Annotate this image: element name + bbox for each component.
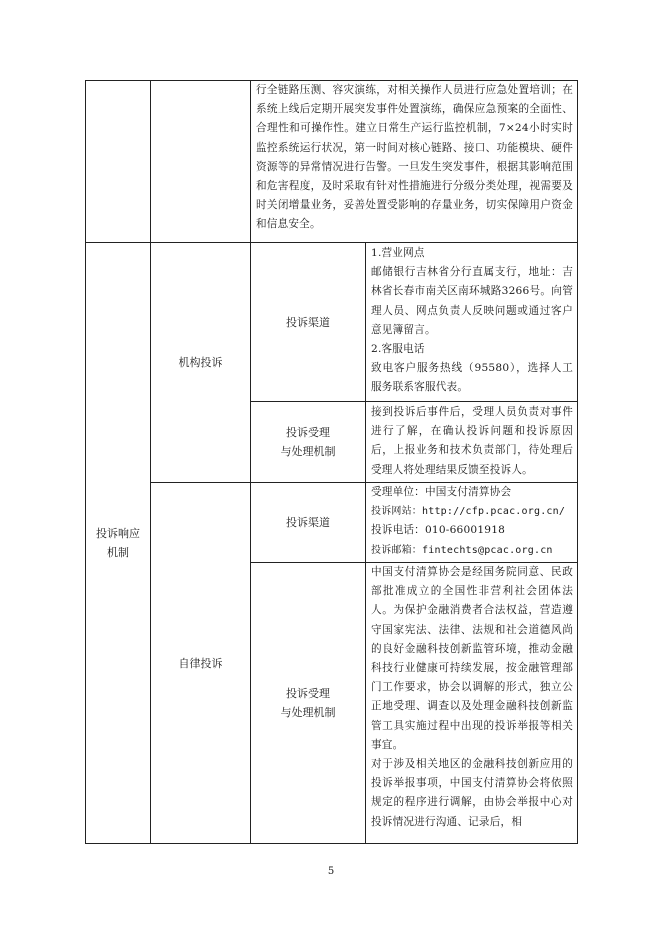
handling-paragraph: 对于涉及相关地区的金融科技创新应用的投诉举报事项，中国支付清算协会将依照规定的程序进行调解，由协会举报中心对投诉情况进行沟通、记录后，相: [371, 758, 573, 828]
table-border-right: [577, 80, 578, 844]
institution-handling-label-line2: 与处理机制: [280, 445, 336, 458]
table-border-bottom: [85, 843, 578, 844]
institution-handling-text: 接到投诉后事件后，受理人员负责对事件进行了解，在确认投诉问题和投诉原因后，上报业务和技术负责部门，待处理后受理人将处理结果反馈至投诉人。: [371, 406, 573, 476]
channel-item-heading: 1.营业网点: [371, 247, 425, 259]
channel-item-heading: 2.客服电话: [371, 343, 425, 356]
self-regulatory-channel-label: [251, 483, 365, 562]
handling-paragraph: 中国支付清算协会是经国务院同意、民政部批准成立的全国性非营利社会团体法人。为保护金融消费者合法权益，营造遵守国家宪法、法律、法规和社会道德风尚的良好金融科技创新监管环境，推动金融科技行业健康可持续发展，按金融管理部门工作要求，协会以调解的形式，独立公正地受理、调查以及处理金融科技创新监管工具实施过程中出现的投诉举报等相关事宜。: [371, 566, 573, 751]
institution-complaint-label-text: 机构投诉: [178, 356, 223, 369]
section-label-line1: 投诉响应: [96, 527, 140, 540]
institution-handling-label: [251, 402, 365, 482]
institution-complaint-label: [151, 243, 250, 482]
institution-channel-content: [371, 244, 573, 398]
complaint-organization: 受理单位：中国支付清算协会: [371, 486, 512, 498]
channel-item-detail: 邮储银行吉林省分行直属支行，地址：吉林省长春市南关区南环城路3266号。向管理人员、网点负责人反映问题或通过客户意见簿留言。: [371, 266, 573, 336]
self-regulatory-channel-content: [371, 483, 575, 560]
complaint-phone: 投诉电话：010-66001918: [371, 524, 506, 537]
institution-channel-label-text: 投诉渠道: [286, 315, 330, 329]
channel-item-detail: 致电客户服务热线（95580），选择人工服务联系客服代表。: [371, 362, 573, 394]
self-regulatory-handling-content: [371, 563, 573, 843]
complaint-email: 投诉邮箱：fintechts@pcac.org.cn: [371, 544, 553, 556]
self-regulatory-handling-label-line2: 与处理机制: [280, 706, 336, 719]
self-regulatory-handling-label-line1: 投诉受理: [286, 687, 330, 700]
section-label-line2: 机制: [107, 546, 129, 559]
self-regulatory-complaint-label-text: 自律投诉: [178, 656, 223, 670]
top-cell-text: 行全链路压测、容灾演练，对相关操作人员进行应急处置培训；在系统上线后定期开展突发事件处置演练，确保应急预案的全面性、合理性和可操作性。建立日常生产运行监控机制，7×24小时实时监控系统运行状况，第一时间对核心链路、接口、功能模块、硬件资源等的异常情况进行告警。一旦发生突发事件，根据其影响范围和危害程度，及时采取有针对性措施进行分级分类处理，视需要及时关闭增量业务，妥善处置受影响的存量业务，切实保障用户资金和信息安全。: [256, 84, 573, 231]
page-number: 5: [327, 866, 335, 877]
self-regulatory-complaint-label: [151, 483, 250, 843]
self-regulatory-handling-label: [251, 563, 365, 843]
institution-handling-label-line1: 投诉受理: [286, 426, 330, 439]
self-regulatory-channel-label-text: 投诉渠道: [286, 516, 330, 529]
table-divider-col3: [365, 242, 366, 844]
institution-channel-label: [251, 243, 365, 401]
section-label: [86, 243, 150, 843]
complaint-website: 投诉网站：http://cfp.pcac.org.cn/: [371, 506, 566, 518]
